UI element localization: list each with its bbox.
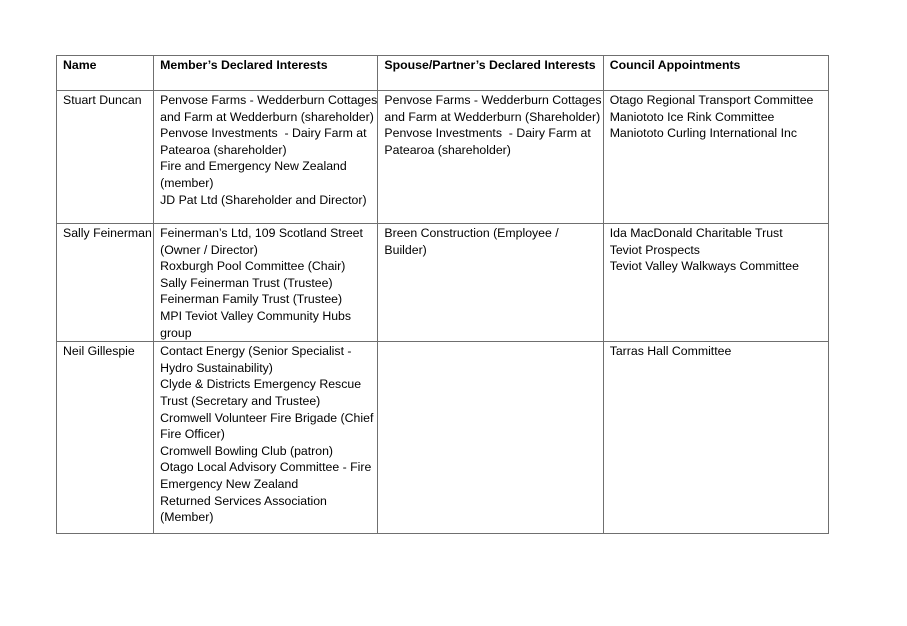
interest-entry: Penvose Farms - Wedderburn Cottages and Farm at Wedderburn (Shareholder) <box>384 93 605 124</box>
header-council-appointments: Council Appointments <box>603 56 828 91</box>
interest-entry: Roxburgh Pool Committee (Chair) <box>160 259 346 274</box>
appointment-entry: Maniototo Curling International Inc <box>609 126 797 141</box>
declared-interests-table <box>56 55 829 534</box>
interest-entry: Contact Energy (Senior Specialist - Hydro Sustainability) <box>160 344 355 375</box>
council-appointments-cell <box>603 342 828 534</box>
appointment-entry: Ida MacDonald Charitable Trust <box>609 226 783 240</box>
appointment-entry: Teviot Valley Walkways Committee <box>609 259 799 274</box>
member-interests-cell <box>154 224 378 342</box>
appointment-entry: Otago Regional Transport Committee <box>609 93 814 107</box>
interest-entry: Feinerman Family Trust (Trustee) <box>160 292 343 307</box>
interest-entry: Breen Construction (Employee / Builder) <box>384 226 563 257</box>
member-name-cell: Sally Feinerman <box>57 224 154 342</box>
interest-entry: JD Pat Ltd (Shareholder and Director) <box>160 192 367 207</box>
header-spouse-interests: Spouse/Partner’s Declared Interests <box>378 56 603 91</box>
interest-entry: Clyde & Districts Emergency Rescue Trust (Secretary and Trustee) <box>160 377 365 408</box>
table-row <box>57 91 829 224</box>
interest-entry: Penvose Investments - Dairy Farm at Patearoa (shareholder) <box>160 126 370 157</box>
interest-entry: Otago Local Advisory Committee - Fire Emergency New Zealand <box>160 460 375 491</box>
appointment-entry: Tarras Hall Committee <box>609 344 732 359</box>
table-row <box>57 224 829 342</box>
interest-entry: Cromwell Volunteer Fire Brigade (Chief Fire Officer) <box>160 410 377 442</box>
table-row <box>57 342 829 534</box>
member-interests-cell <box>154 342 378 534</box>
appointment-entry: Maniototo Ice Rink Committee <box>609 109 775 124</box>
interest-entry: MPI Teviot Valley Community Hubs group <box>160 308 355 340</box>
header-member-interests: Member’s Declared Interests <box>154 56 378 91</box>
spouse-interests-cell <box>378 342 603 534</box>
member-name-cell: Neil Gillespie <box>57 342 154 534</box>
spouse-interests-cell <box>378 91 603 224</box>
council-appointments-cell <box>603 91 828 224</box>
interest-entry: Penvose Investments - Dairy Farm at Patearoa (shareholder) <box>384 126 595 157</box>
interest-entry: Penvose Farms - Wedderburn Cottages and Farm at Wedderburn (shareholder) <box>160 93 381 124</box>
interest-entry: Fire and Emergency New Zealand (member) <box>160 159 351 190</box>
interest-entry: Sally Feinerman Trust (Trustee) <box>160 275 333 290</box>
table-header-row <box>57 56 829 91</box>
appointment-entry: Teviot Prospects <box>609 242 700 257</box>
interest-entry: Returned Services Association (Member) <box>160 493 331 525</box>
interest-entry: Cromwell Bowling Club (patron) <box>160 443 334 458</box>
interest-entry: Feinerman’s Ltd, 109 Scotland Street (Owner / Director) <box>160 226 367 257</box>
council-appointments-cell <box>603 224 828 342</box>
header-name: Name <box>57 56 154 91</box>
member-interests-cell <box>154 91 381 224</box>
member-name-cell: Stuart Duncan <box>57 91 154 224</box>
spouse-interests-cell <box>378 224 603 342</box>
